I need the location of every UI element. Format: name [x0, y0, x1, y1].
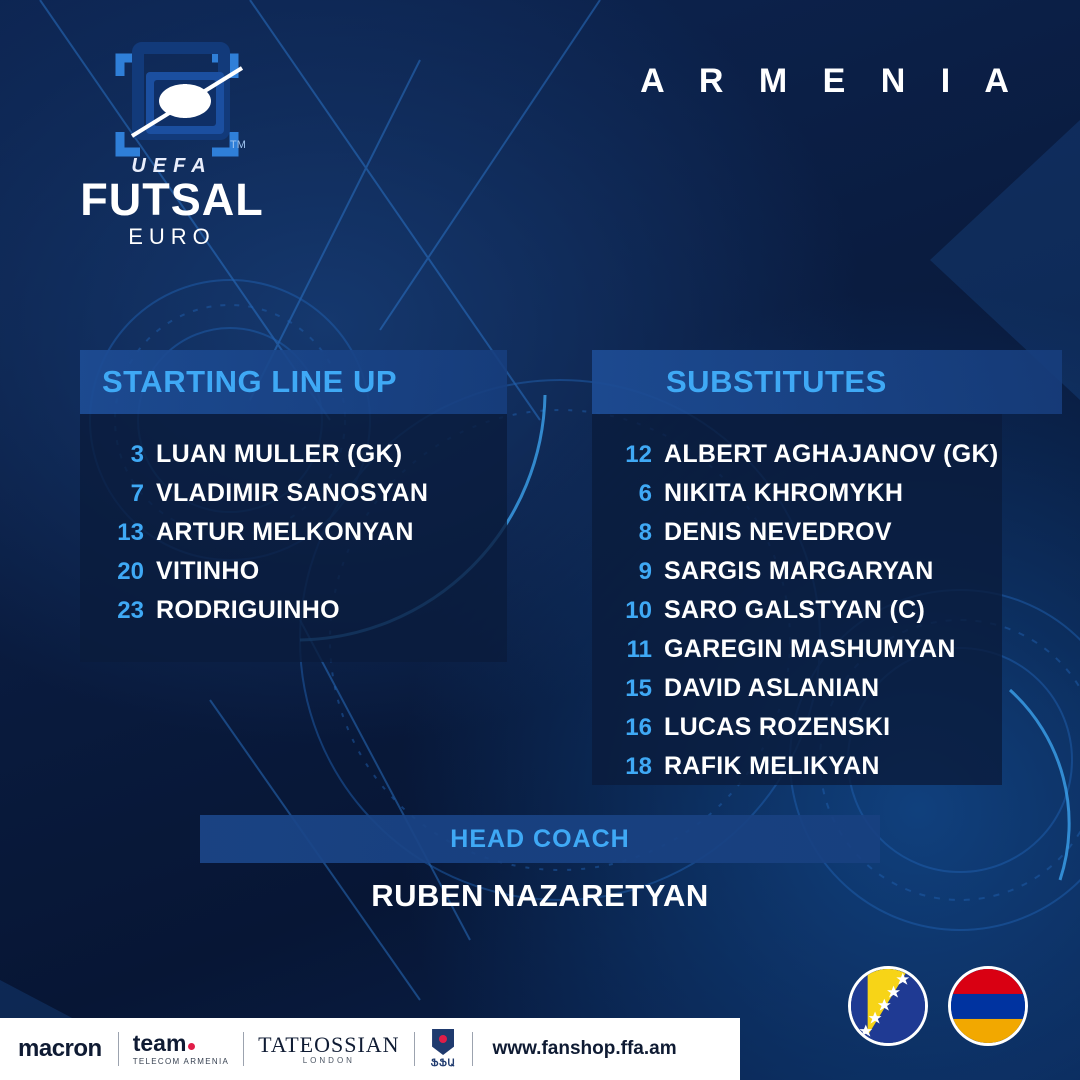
player-number: 16	[625, 714, 652, 741]
sponsor-macron: macron	[18, 1035, 102, 1062]
list-item	[606, 635, 1002, 664]
player-number: 7	[130, 480, 144, 507]
player-name: SARO GALSTYAN (C)	[664, 596, 926, 624]
player-number: 13	[117, 519, 144, 546]
list-item	[606, 479, 1002, 508]
player-number: 12	[625, 441, 652, 468]
player-number: 6	[638, 480, 652, 507]
sponsor-tateossian	[244, 1018, 413, 1080]
player-number: 15	[625, 675, 652, 702]
armenia-flag	[948, 966, 1028, 1046]
starting-lineup-list	[80, 414, 507, 662]
player-name: ALBERT AGHAJANOV (GK)	[664, 440, 999, 468]
list-item	[606, 557, 1002, 586]
player-name: DENIS NEVEDROV	[664, 518, 892, 546]
ffa-shield-icon	[432, 1029, 454, 1055]
player-name: GAREGIN MASHUMYAN	[664, 635, 956, 663]
player-name: RODRIGUINHO	[156, 596, 340, 624]
sponsor-team-dot-icon	[188, 1043, 195, 1050]
player-name: DAVID ASLANIAN	[664, 674, 880, 702]
sponsor-team-label: team	[132, 1030, 187, 1056]
list-item	[606, 674, 1002, 703]
starting-lineup-title: STARTING LINE UP	[102, 364, 398, 399]
player-name: SARGIS MARGARYAN	[664, 557, 934, 585]
substitutes-list	[592, 414, 1002, 785]
player-number: 23	[117, 597, 144, 624]
list-item	[102, 440, 507, 469]
sponsor-tateossian-sublabel: LONDON	[302, 1055, 355, 1065]
sponsor-team-telecom-armenia	[119, 1018, 243, 1080]
logo-futsal-text: FUTSAL	[80, 174, 264, 225]
player-name: NIKITA KHROMYKH	[664, 479, 904, 507]
fanshop-url[interactable]: www.fanshop.ffa.am	[492, 1038, 677, 1059]
player-name: VLADIMIR SANOSYAN	[156, 479, 429, 507]
list-item	[606, 518, 1002, 547]
logo-wordmark	[72, 155, 272, 250]
player-number: 20	[117, 558, 144, 585]
logo-euro-text: EURO	[128, 224, 216, 249]
bosnia-and-herzegovina-flag	[848, 966, 928, 1046]
list-item	[606, 713, 1002, 742]
sponsor-tateossian-label: TATEOSSIAN	[258, 1031, 400, 1057]
list-item	[606, 440, 1002, 469]
list-item	[102, 596, 507, 625]
list-item	[606, 596, 1002, 625]
sponsor-ffa	[415, 1018, 472, 1080]
sponsor-team-sublabel: TELECOM ARMENIA	[132, 1057, 230, 1066]
starting-lineup-header	[80, 350, 507, 414]
svg-text:TM: TM	[230, 139, 246, 151]
player-name: LUAN MULLER (GK)	[156, 440, 403, 468]
head-coach-title: HEAD COACH	[450, 824, 630, 853]
player-name: VITINHO	[156, 557, 260, 585]
substitutes-header	[592, 350, 1062, 414]
head-coach-header	[200, 815, 880, 863]
player-number: 18	[625, 753, 652, 780]
player-name: RAFIK MELIKYAN	[664, 752, 880, 780]
list-item	[102, 557, 507, 586]
player-number: 3	[130, 441, 144, 468]
list-item	[102, 479, 507, 508]
player-name: LUCAS ROZENSKI	[664, 713, 891, 741]
player-number: 9	[638, 558, 652, 585]
sponsor-bar	[0, 1018, 740, 1080]
head-coach-name: RUBEN NAZARETYAN	[371, 878, 709, 913]
logo-uefa-text: UEFA	[131, 155, 213, 177]
sponsor-ffa-label: ՖՖԱ	[430, 1058, 456, 1069]
list-item	[102, 518, 507, 547]
list-item	[606, 752, 1002, 781]
player-number: 10	[625, 597, 652, 624]
player-number: 11	[626, 636, 652, 663]
player-name: ARTUR MELKONYAN	[156, 518, 414, 546]
substitutes-title: SUBSTITUTES	[666, 364, 887, 399]
player-number: 8	[638, 519, 652, 546]
country-title: A R M E N I A	[640, 62, 1022, 100]
